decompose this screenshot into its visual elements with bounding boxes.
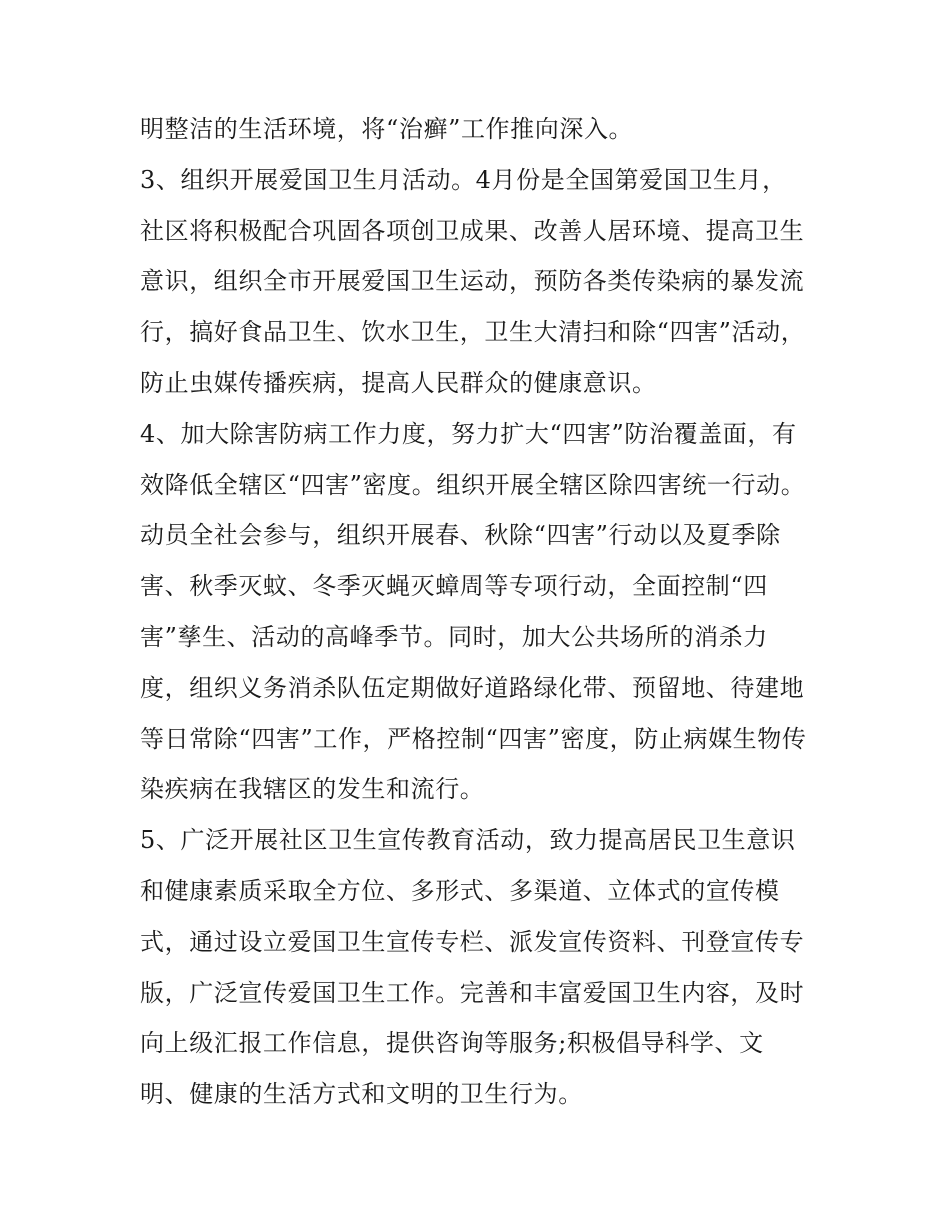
text-line: 向上级汇报工作信息，提供咨询等服务;积极倡导科学、文 (140, 1029, 764, 1058)
text-line: 和健康素质采取全方位、多形式、多渠道、立体式的宣传模 (140, 876, 780, 905)
body-text (140, 104, 820, 1120)
text-line: 式，通过设立爱国卫生宣传专栏、派发宣传资料、刊登宣传专 (140, 927, 805, 956)
text-line: 害”孳生、活动的高峰季节。同时，加大公共场所的消杀力 (140, 622, 768, 651)
text-line: 动员全社会参与，组织开展春、秋除“四害”行动以及夏季除 (140, 521, 781, 550)
text-line: 度，组织义务消杀队伍定期做好道路绿化带、预留地、待建地 (140, 673, 805, 702)
text-line: 明、健康的生活方式和文明的卫生行为。 (140, 1080, 583, 1109)
text-line: 防止虫媒传播疾病，提高人民群众的健康意识。 (140, 368, 657, 397)
text-line: 版，广泛宣传爱国卫生工作。完善和丰富爱国卫生内容，及时 (140, 978, 805, 1007)
text-line: 染疾病在我辖区的发生和流行。 (140, 775, 485, 804)
text-line: 社区将积极配合巩固各项创卫成果、改善人居环境、提高卫生 (140, 216, 805, 245)
text-line: 害、秋季灭蚊、冬季灭蝇灭蟑周等专项行动，全面控制“四 (140, 572, 768, 601)
text-line: 3、组织开展爱国卫生月活动。4月份是全国第爱国卫生月， (140, 165, 787, 194)
text-line: 4、加大除害防病工作力度，努力扩大“四害”防治覆盖面，有 (140, 419, 797, 448)
text-line: 5、广泛开展社区卫生宣传教育活动，致力提高居民卫生意识 (140, 826, 796, 855)
text-line: 意识，组织全市开展爱国卫生运动，预防各类传染病的暴发流 (140, 267, 805, 296)
text-line: 行，搞好食品卫生、饮水卫生，卫生大清扫和除“四害”活动， (140, 318, 806, 347)
text-line: 等日常除“四害”工作，严格控制“四害”密度，防止病媒生物传 (140, 724, 807, 753)
text-line: 效降低全辖区“四害”密度。组织开展全辖区除四害统一行动。 (140, 470, 806, 499)
text-line: 明整洁的生活环境，将“治癣”工作推向深入。 (140, 115, 634, 143)
